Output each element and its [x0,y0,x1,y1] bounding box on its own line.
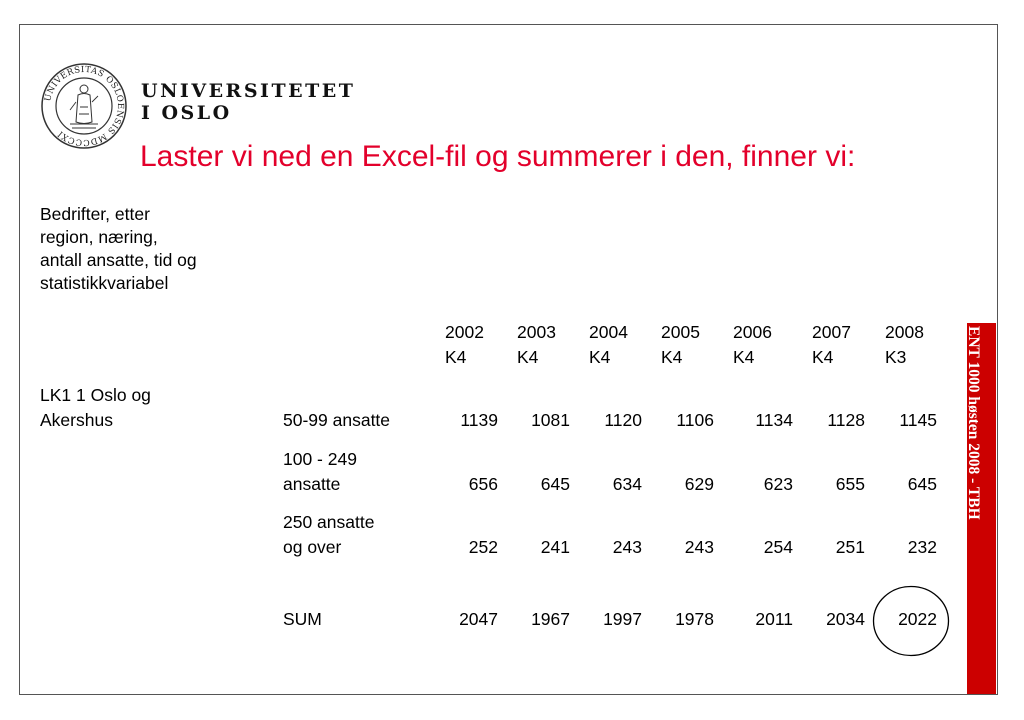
region-label [40,383,151,433]
table-cell: 241 [540,537,570,557]
table-cell: 243 [612,537,642,557]
caption-line: antall ansatte, tid og [40,250,197,270]
column-year: 2003 [517,322,556,342]
table-cell: 243 [684,537,714,557]
table-cell: 656 [468,474,498,494]
table-cell: 251 [835,537,865,557]
row-label [283,408,390,433]
table-cell: 634 [612,474,642,494]
row-label-line: 250 ansatte [283,512,375,532]
column-year: 2002 [445,322,484,342]
sum-cell: 2047 [459,609,498,629]
row-label [283,510,374,560]
column-quarter: K4 [812,347,834,367]
column-year: 2007 [812,322,851,342]
table-cell: 1134 [755,410,793,430]
table-caption [40,203,270,295]
table-cell: 645 [540,474,570,494]
column-header [812,320,851,370]
table-cell: 254 [763,537,793,557]
table-cell: 252 [468,537,498,557]
svg-text:UNIVERSITAS OSLOENSIS MDCCCXI: UNIVERSITAS OSLOENSIS MDCCCXI [43,64,126,148]
column-header [589,320,628,370]
column-quarter: K4 [733,347,755,367]
column-header [733,320,772,370]
caption-line: statistikkvariabel [40,273,169,293]
highlight-circle [872,585,950,657]
row-label-line: 50-99 ansatte [283,410,391,430]
table-cell: 1120 [604,410,642,430]
row-label-line: og over [283,537,342,557]
caption-line: Bedrifter, etter [40,204,150,224]
university-name-line1: UNIVERSITETET [141,80,356,102]
table-cell: 1081 [531,410,570,430]
table-cell: 629 [684,474,714,494]
slide-title: Laster vi ned en Excel-fil og summerer i den, finner vi: [140,140,856,173]
column-header [517,320,556,370]
column-quarter: K4 [661,347,683,367]
sum-cell: 1967 [531,609,570,629]
table-cell: 1128 [827,410,865,430]
region-label-line: Akershus [40,410,113,430]
university-name-line2: I OSLO [141,102,232,124]
table-cell: 645 [907,474,937,494]
table-cell: 1106 [676,410,714,430]
column-quarter: K4 [517,347,539,367]
column-header [885,320,924,370]
column-year: 2004 [589,322,628,342]
table-cell: 232 [907,537,937,557]
table-cell: 655 [835,474,865,494]
row-label-line: SUM [283,609,322,629]
column-quarter: K4 [445,347,467,367]
table-cell: 623 [763,474,793,494]
slide-frame [19,24,998,695]
column-quarter: K4 [589,347,611,367]
row-label-line: ansatte [283,474,341,494]
row-label [283,607,322,632]
sum-cell: 1978 [675,609,714,629]
sum-cell: 2034 [826,609,865,629]
region-label-line: LK1 1 Oslo og [40,385,151,405]
sum-cell: 2022 [898,609,937,629]
column-year: 2006 [733,322,772,342]
column-header [445,320,484,370]
column-header [661,320,700,370]
sum-cell: 1997 [603,609,642,629]
row-label-line: 100 - 249 [283,449,357,469]
university-name [141,80,355,124]
table-cell: 1139 [460,410,498,430]
table-cell: 1145 [899,410,937,430]
course-sidebar-text: ENT 1000 høsten 2008 - TBH [965,326,982,520]
sum-cell: 2011 [755,609,793,629]
column-year: 2005 [661,322,700,342]
caption-line: region, næring, [40,227,158,247]
row-label [283,447,357,497]
university-seal-icon [40,62,128,150]
column-quarter: K3 [885,347,907,367]
column-year: 2008 [885,322,924,342]
